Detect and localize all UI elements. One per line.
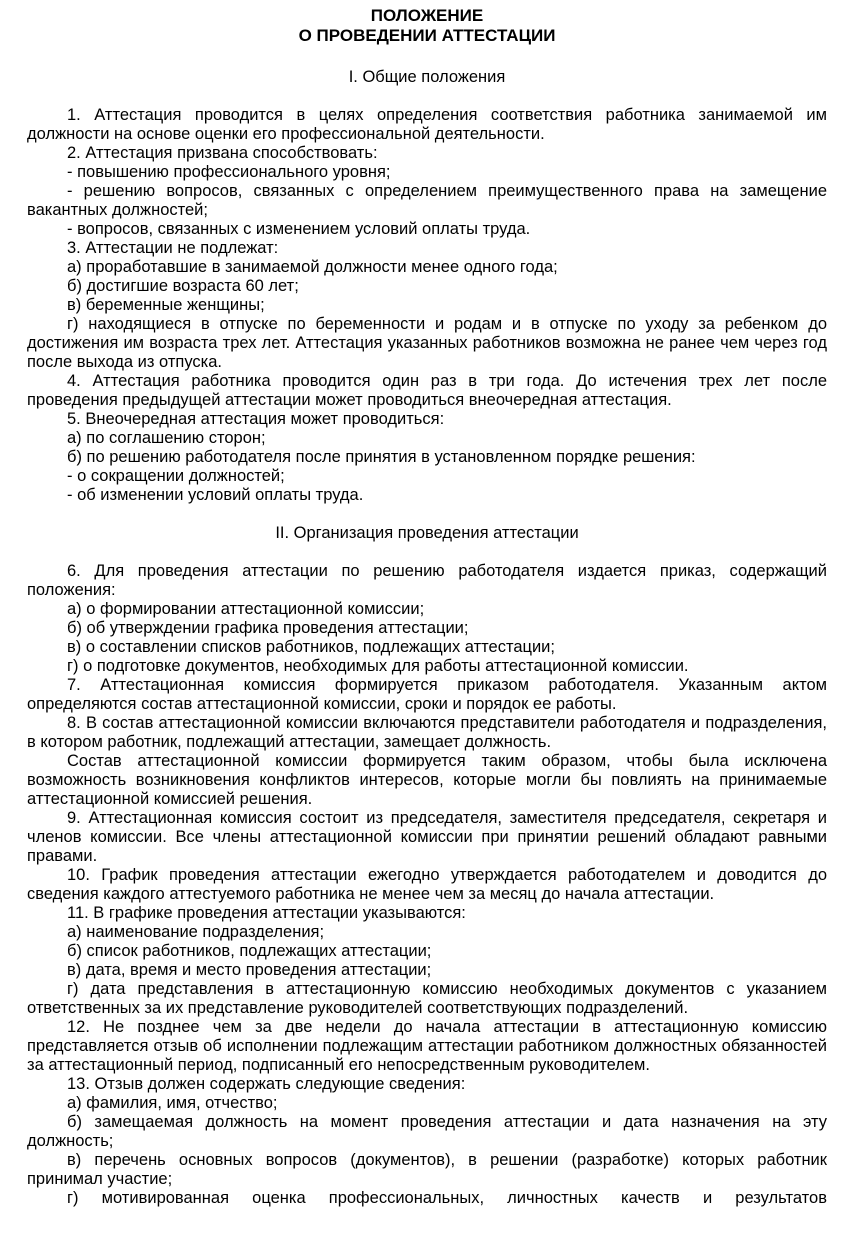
paragraph: г) дата представления в аттестационную комиссию необходимых документов с указанием ответственных за их представление руководителей соответствующих подразделений. xyxy=(27,980,827,1017)
paragraph: а) проработавшие в занимаемой должности менее одного года; xyxy=(67,258,558,276)
paragraph: 8. В состав аттестационной комиссии включаются представители работодателя и подразделения, в котором работник, подлежащий аттестации, замещает должность. xyxy=(27,714,827,751)
paragraph: - решению вопросов, связанных с определением преимущественного права на замещение вакантных должностей; xyxy=(27,182,827,219)
paragraph: 7. Аттестационная комиссия формируется приказом работодателя. Указанным актом определяются состав аттестационной комиссии, сроки и порядок ее работы. xyxy=(27,676,827,713)
document-body xyxy=(27,68,827,1208)
paragraph: 1. Аттестация проводится в целях определения соответствия работника занимаемой им должности на основе оценки его профессиональной деятельности. xyxy=(27,106,827,143)
paragraph: 2. Аттестация призвана способствовать: xyxy=(67,144,378,162)
document-title-line: О ПРОВЕДЕНИИ АТТЕСТАЦИИ xyxy=(298,26,556,45)
paragraph: 13. Отзыв должен содержать следующие сведения: xyxy=(67,1075,466,1093)
paragraph: а) наименование подразделения; xyxy=(67,923,325,941)
paragraph: 3. Аттестации не подлежат: xyxy=(67,239,279,257)
paragraph: 11. В графике проведения аттестации указываются: xyxy=(67,904,466,922)
paragraph: б) список работников, подлежащих аттестации; xyxy=(67,942,432,960)
paragraph: в) о составлении списков работников, подлежащих аттестации; xyxy=(67,638,555,656)
paragraph: в) перечень основных вопросов (документов), в решении (разработке) которых работник принимал участие; xyxy=(27,1151,827,1188)
paragraph: - вопросов, связанных с изменением условий оплаты труда. xyxy=(67,220,531,238)
paragraph: а) о формировании аттестационной комиссии; xyxy=(67,600,425,618)
section-heading: I. Общие положения xyxy=(348,68,506,86)
document-title-line: ПОЛОЖЕНИЕ xyxy=(370,6,484,25)
paragraph: в) беременные женщины; xyxy=(67,296,265,314)
paragraph: в) дата, время и место проведения аттестации; xyxy=(67,961,432,979)
paragraph: - о сокращении должностей; xyxy=(67,467,285,485)
paragraph: а) по соглашению сторон; xyxy=(67,429,266,447)
paragraph: 10. График проведения аттестации ежегодно утверждается работодателем и доводится до сведения каждого аттестуемого работника не менее чем за месяц до начала аттестации. xyxy=(27,866,827,903)
paragraph: 6. Для проведения аттестации по решению работодателя издается приказ, содержащий положения: xyxy=(27,562,827,599)
paragraph: г) о подготовке документов, необходимых для работы аттестационной комиссии. xyxy=(67,657,689,675)
paragraph: 4. Аттестация работника проводится один раз в три года. До истечения трех лет после проведения предыдущей аттестации может проводиться внеочередная аттестация. xyxy=(27,372,827,409)
paragraph: - повышению профессионального уровня; xyxy=(67,163,391,181)
paragraph: г) находящиеся в отпуске по беременности и родам и в отпуске по уходу за ребенком до достижения им возраста трех лет. Аттестация указанных работников возможна не ранее чем через год после выхода из отпуска. xyxy=(27,315,827,371)
paragraph: Состав аттестационной комиссии формируется таким образом, чтобы была исключена возможность возникновения конфликтов интересов, которые могли бы повлиять на принимаемые аттестационной комиссией решения. xyxy=(27,752,827,808)
paragraph: г) мотивированная оценка профессиональных, личностных качеств и результатов xyxy=(67,1189,827,1207)
section-heading: II. Организация проведения аттестации xyxy=(275,524,579,542)
paragraph: а) фамилия, имя, отчество; xyxy=(67,1094,278,1112)
paragraph: б) замещаемая должность на момент проведения аттестации и дата назначения на эту должность; xyxy=(27,1113,827,1150)
paragraph: 9. Аттестационная комиссия состоит из председателя, заместителя председателя, секретаря и членов комиссии. Все члены аттестационной комиссии при принятии решений обладают равными правами. xyxy=(27,809,827,865)
paragraph: б) достигшие возраста 60 лет; xyxy=(67,277,299,295)
paragraph: - об изменении условий оплаты труда. xyxy=(67,486,364,504)
paragraph: 5. Внеочередная аттестация может проводиться: xyxy=(67,410,445,428)
paragraph: б) по решению работодателя после принятия в установленном порядке решения: xyxy=(67,448,696,466)
document-title xyxy=(27,6,827,46)
paragraph: б) об утверждении графика проведения аттестации; xyxy=(67,619,469,637)
paragraph: 12. Не позднее чем за две недели до начала аттестации в аттестационную комиссию представляется отзыв об исполнении подлежащим аттестации работником должностных обязанностей за аттестационный период, подписанный его непосредственным руководителем. xyxy=(27,1018,827,1074)
